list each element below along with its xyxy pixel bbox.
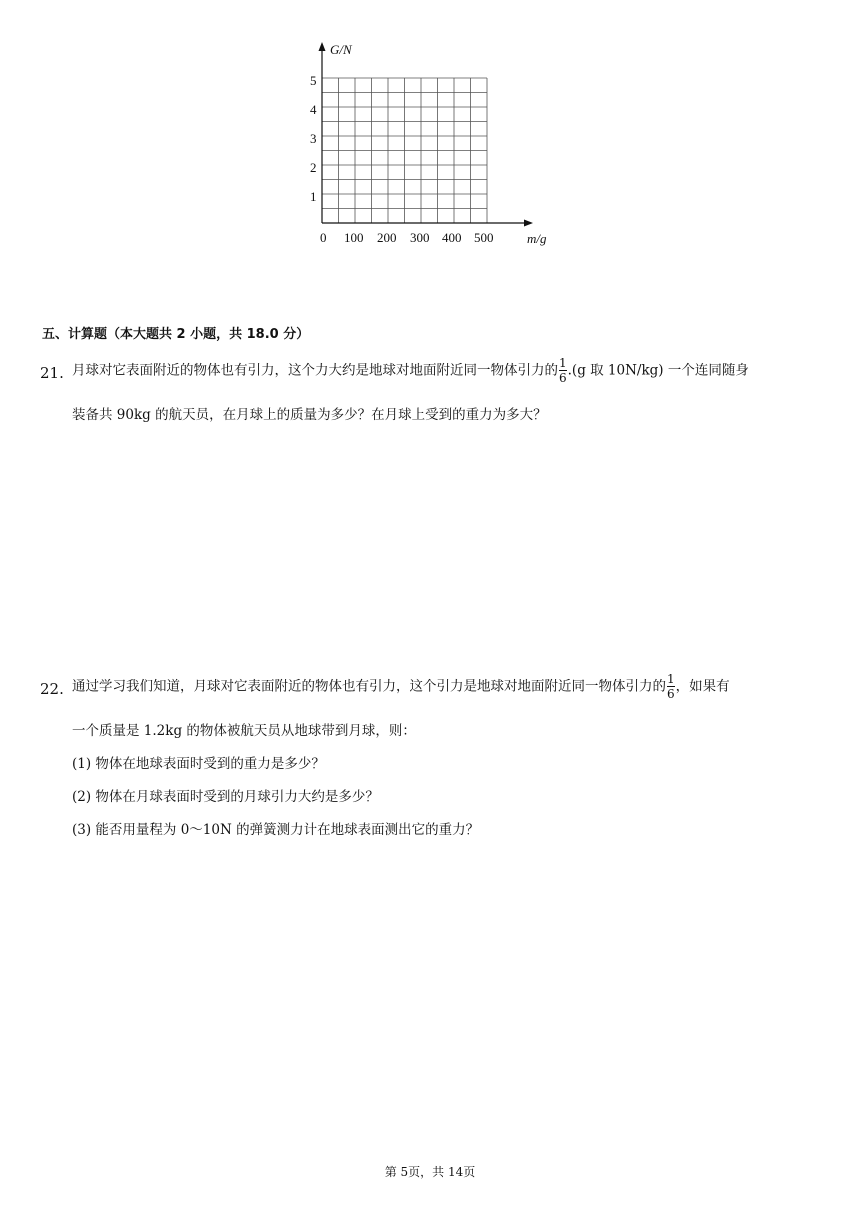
section-title: 五、计算题（本大题共 2 小题，共 18.0 分） xyxy=(42,327,310,342)
y-axis-label: G/N xyxy=(330,42,352,57)
x-tick-100: 100 xyxy=(344,230,364,245)
q22-fraction-denominator: 6 xyxy=(667,687,675,701)
q21-text-a: 月球对它表面附近的物体也有引力，这个力大约是地球对地面附近同一物体引力的 xyxy=(72,362,558,379)
q21-text-b: .(g 取 10N/kg) 一个连同随身 xyxy=(567,362,749,379)
page-footer: 第 5页，共 14页 xyxy=(384,1165,476,1179)
x-tick-500: 500 xyxy=(474,230,494,245)
question-22-line-2: 一个质量是 1.2kg 的物体被航天员从地球带到月球，则： xyxy=(72,723,416,739)
y-tick-4: 4 xyxy=(310,102,317,117)
x-tick-400: 400 xyxy=(442,230,462,245)
q21-fraction-numerator: 1 xyxy=(559,356,567,370)
x-tick-0: 0 xyxy=(320,230,327,245)
question-22-part-3: (3) 能否用量程为 0～10N 的弹簧测力计在地球表面测出它的重力？ xyxy=(72,822,480,838)
q22-text-b: ，如果有 xyxy=(675,678,730,695)
y-axis-arrow xyxy=(319,42,326,51)
y-tick-1: 1 xyxy=(310,189,317,204)
q22-fraction-numerator: 1 xyxy=(667,672,675,686)
question-22-number: 22. xyxy=(40,680,64,698)
graph-grid xyxy=(322,78,487,223)
y-tick-3: 3 xyxy=(310,131,317,146)
question-21-line-2: 装备共 90kg 的航天员，在月球上的质量为多少？在月球上受到的重力为多大？ xyxy=(72,407,547,423)
g-m-grid-graph xyxy=(300,38,570,253)
question-21-line-1 xyxy=(72,357,749,385)
question-22-part-1: (1) 物体在地球表面时受到的重力是多少？ xyxy=(72,756,325,772)
x-tick-300: 300 xyxy=(410,230,430,245)
q21-fraction xyxy=(559,357,567,385)
x-axis-label: m/g xyxy=(527,231,547,246)
question-22-line-1 xyxy=(72,673,730,701)
question-21-number: 21. xyxy=(40,364,64,382)
question-22-part-2: (2) 物体在月球表面时受到的月球引力大约是多少？ xyxy=(72,789,379,805)
x-axis-arrow xyxy=(524,220,533,227)
q22-text-a: 通过学习我们知道，月球对它表面附近的物体也有引力，这个引力是地球对地面附近同一物体引力的 xyxy=(72,678,666,695)
x-tick-200: 200 xyxy=(377,230,397,245)
y-tick-5: 5 xyxy=(310,73,317,88)
y-tick-2: 2 xyxy=(310,160,317,175)
q21-fraction-denominator: 6 xyxy=(559,371,567,385)
q22-fraction xyxy=(667,673,675,701)
